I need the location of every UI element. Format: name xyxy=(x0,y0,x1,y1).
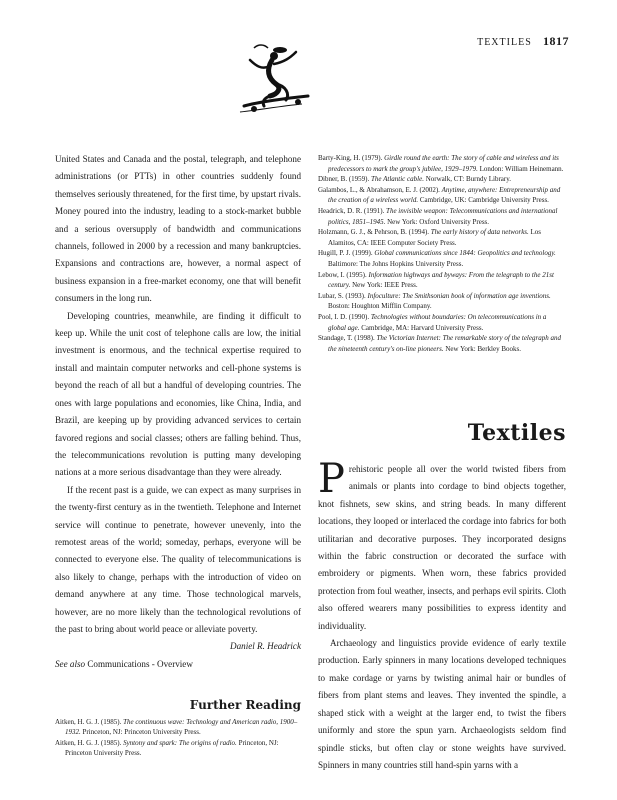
reference-entry: Standage, T. (1998). The Victorian Internet: The remarkable story of the telegraph and the nineteenth century's on-line pioneers. New York: Berkley Books. xyxy=(318,334,561,353)
see-also-link[interactable]: Communications - Overview xyxy=(87,658,193,669)
author-signature: Daniel R. Headrick xyxy=(230,641,301,652)
further-reading-heading: Further Reading xyxy=(189,698,301,713)
reference-entry: Holzmann, G. J., & Pehrson, B. (1994). The early history of data networks. Los Alamitos, CA: IEEE Computer Society Press. xyxy=(318,228,542,247)
body-paragraph: Prehistoric people all over the world twisted fibers from animals or plants into cordage to bind objects together, knot fishnets, sew skins, and string beads. In many different locations, they looped or interlaced the cordage into fabrics for both utilitarian and decorative purposes. They incorporated designs within the fabric construction or decorated the surface with embroidery or pigments. When worn, these fabrics provided protection from foul weather, insects, and perhaps evil spirits. Cloth also offered wearers many possibilities to express identity and individuality. xyxy=(318,456,566,631)
reference-entry: Hugill, P. J. (1999). Global communications since 1844: Geopolitics and technology. Baltimore: The Johns Hopkins University Press. xyxy=(318,249,556,268)
article-body xyxy=(318,456,566,774)
body-paragraph: United States and Canada and the postal, telegraph, and telephone administrations (or PTTs) in other countries suddenly found themselves seriously threatened, for the first time, by upstart rivals. Money poured into the industry, leading to a stock-market bubble and a serious oversupply of bandwidth and communications channels, followed in 2000 by a recession and many bankruptcies. Expansions and contractions are, however, a normal aspect of business expansion in a free-market economy, one that will benefit consumers in the long run. xyxy=(55,154,301,304)
article-title: Textiles xyxy=(467,420,566,446)
reference-entry: Aitken, H. G. J. (1985). The continuous wave: Technology and American radio, 1900–1932. Princeton, NJ: Princeton University Press. xyxy=(55,717,298,737)
reference-entry: Dibner, B. (1959). The Atlantic cable. Norwalk, CT: Burndy Library. xyxy=(318,175,512,184)
left-column xyxy=(55,151,301,759)
reference-entry: Barty-King, H. (1979). Girdle round the earth: The story of cable and wireless and its predecessors to mark the group's jubilee, 1929–1979. London: William Heinemann. xyxy=(318,154,564,173)
right-reference-list xyxy=(318,153,566,354)
drop-cap: P xyxy=(318,456,345,502)
body-paragraph: Developing countries, meanwhile, are finding it difficult to keep up. While the unit cost of telephone calls are low, the initial investment is enormous, and the technical expertise required to install and maintain computer networks and cell-phone systems is beyond the reach of all but a handful of developing countries. The ones with large populations and economies, like China, India, and Brazil, are keeping up by providing advanced services to certain favored regions and social classes; others are falling behind. Thus, the telecommunications revolution is putting many developing nations at a more serious disadvantage than they were already. xyxy=(55,310,301,478)
reference-entry: Lebow, I. (1995). Information highways and byways: From the telegraph to the 21st century. New York: IEEE Press. xyxy=(318,270,554,290)
reference-entry: Galambos, L., & Abrahamson, E. J. (2002). Anytime, anywhere: Entrepreneurship and the creation of a wireless world. Cambridge, UK: Cambridge University Press. xyxy=(318,185,561,205)
page-number: 1817 xyxy=(543,34,569,48)
see-also-label: See also xyxy=(55,658,86,669)
skateboarder-ornament-icon xyxy=(228,36,318,120)
running-head-title: TEXTILES xyxy=(477,37,532,48)
reference-entry: Lubar, S. (1993). Infoculture: The Smithsonian book of information age inventions. Boston: Houghton Mifflin Company. xyxy=(318,291,551,311)
body-paragraph: Archaeology and linguistics provide evidence of early textile production. Early spinners in many locations developed techniques to make cordage or yarns by twisting animal hair or bundles of fibers from plant stems and leaves. They invented the spindle, a shaped stick with a weight at the larger end, to twist the fibers uniformly and store the spun yarn. Archaeologists seldom find spindle sticks, but often clay or stone weights have survived. Spinners in many countries still hand-spin yarns with a xyxy=(318,638,566,770)
running-head xyxy=(477,34,569,49)
body-paragraph: If the recent past is a guide, we can expect as many surprises in the twenty-first century as in the twentieth. Telephone and Internet service will continue to penetrate, however unevenly, into the remotest areas of the world; someday, perhaps, everyone will be connected to everyone else. The quality of telecommunications is also likely to change, perhaps with the introduction of video on demand anywhere at any time. Those technological marvels, however, are no more likely than the technological revolutions of the past to bring about world peace or alleviate poverty. xyxy=(55,484,301,634)
left-reference-list xyxy=(55,717,301,759)
reference-entry: Headrick, D. R. (1991). The invisible weapon: Telecommunications and international politics, 1851–1945. New York: Oxford University Press. xyxy=(318,206,558,226)
reference-entry: Pool, I. D. (1990). Technologies without boundaries: On telecommunications in a global age. Cambridge, MA: Harvard University Press. xyxy=(318,312,547,332)
see-also xyxy=(55,656,301,673)
reference-entry: Aitken, H. G. J. (1985). Syntony and spark: The origins of radio. Princeton, NJ: Princeton University Press. xyxy=(55,738,279,758)
